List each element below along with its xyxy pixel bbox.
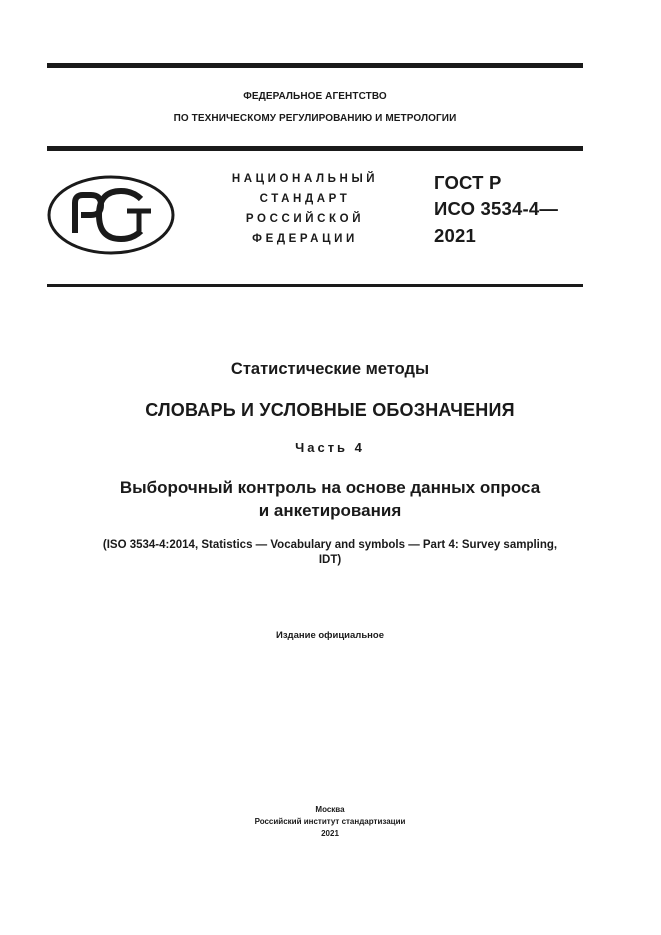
part-title-line2: и анкетирования [258, 501, 402, 520]
document-series-title: СЛОВАРЬ И УСЛОВНЫЕ ОБОЗНАЧЕНИЯ [145, 400, 515, 420]
iso-reference [30, 538, 630, 568]
edition-label: Издание официальное [276, 630, 384, 641]
document-title: Статистические методы [230, 360, 430, 378]
agency-name-line1: ФЕДЕРАЛЬНОЕ АГЕНТСТВО [243, 91, 387, 102]
standard-type-line4: ФЕДЕРАЦИИ [252, 233, 358, 245]
imprint [30, 804, 630, 840]
standard-type-line3: РОССИЙСКОЙ [245, 213, 365, 225]
imprint-publisher: Российский институт стандартизации [254, 817, 406, 826]
designation-rule [47, 284, 583, 287]
part-title [30, 476, 630, 522]
rst-emblem-icon [47, 175, 175, 255]
imprint-city: Москва [315, 805, 345, 814]
iso-reference-line1: (ISO 3534-4:2014, Statistics — Vocabulary and symbols — Part 4: Survey sampling, [102, 539, 558, 551]
standard-type-line1: НАЦИОНАЛЬНЫЙ [231, 173, 379, 185]
header-rule [47, 146, 583, 151]
part-label: Часть 4 [295, 440, 365, 455]
top-rule [47, 63, 583, 68]
designation-line2: ИСО 3534-4— [434, 198, 559, 219]
designation-line3: 2021 [434, 225, 476, 246]
iso-reference-line2: IDT) [318, 554, 342, 566]
agency-name-line2: ПО ТЕХНИЧЕСКОМУ РЕГУЛИРОВАНИЮ И МЕТРОЛОГИИ [173, 113, 457, 124]
part-title-line1: Выборочный контроль на основе данных опроса [119, 478, 541, 497]
standard-type-line2: СТАНДАРТ [259, 193, 351, 205]
imprint-year: 2021 [321, 829, 339, 838]
designation-line1: ГОСТ Р [434, 172, 502, 193]
